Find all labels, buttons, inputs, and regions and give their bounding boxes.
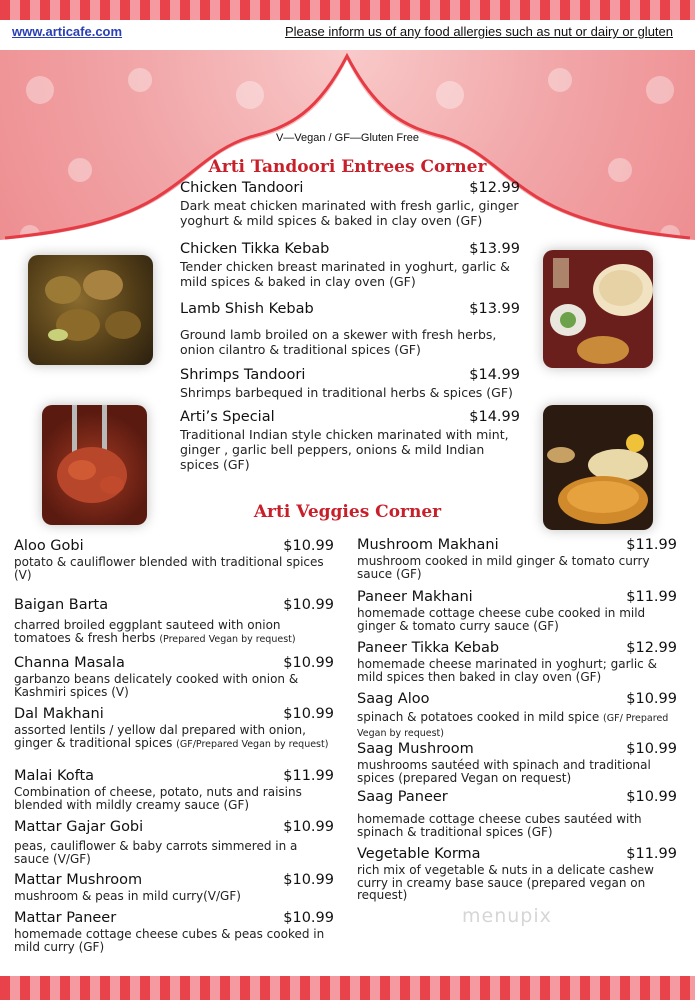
item-note: (Prepared Vegan by request) bbox=[159, 633, 296, 645]
menu-item bbox=[357, 537, 677, 580]
item-name: Saag Aloo bbox=[357, 691, 430, 707]
item-description: rich mix of vegetable & nuts in a delicate cashew curry in creamy base sauce (prepared vegan on request) bbox=[357, 863, 654, 902]
item-price: $14.99 bbox=[469, 409, 520, 425]
item-description: mushrooms sautéed with spinach and traditional spices (prepared Vegan on request) bbox=[357, 758, 651, 785]
item-price: $10.99 bbox=[283, 597, 334, 613]
item-description: assorted lentils / yellow dal prepared with onion, ginger & traditional spices bbox=[14, 723, 306, 750]
item-description: homemade cheese marinated in yoghurt; garlic & mild spices then baked in clay oven (GF) bbox=[357, 657, 657, 684]
item-name: Shrimps Tandoori bbox=[180, 367, 306, 383]
menu-item bbox=[14, 597, 334, 646]
menu-item bbox=[357, 741, 677, 784]
item-name: Dal Makhani bbox=[14, 706, 104, 722]
menu-item bbox=[14, 910, 334, 953]
menu-item bbox=[180, 301, 520, 357]
item-price: $10.99 bbox=[626, 691, 677, 707]
menu-item bbox=[357, 789, 677, 838]
item-price: $12.99 bbox=[469, 180, 520, 196]
menu-item bbox=[357, 640, 677, 683]
menu-item bbox=[357, 846, 677, 902]
photo-tandoori-chicken bbox=[28, 255, 153, 365]
item-price: $10.99 bbox=[283, 706, 334, 722]
item-name: Lamb Shish Kebab bbox=[180, 301, 314, 317]
item-note: (GF/ Prepared Vegan by request) bbox=[357, 713, 669, 739]
menu-item bbox=[180, 180, 520, 228]
menu-item bbox=[180, 367, 520, 400]
item-description: potato & cauliflower blended with traditional spices (V) bbox=[14, 555, 324, 582]
menu-item bbox=[14, 872, 334, 903]
item-description: homemade cottage cheese cube cooked in mild ginger & tomato curry sauce (GF) bbox=[357, 606, 646, 633]
photo-naan-platter bbox=[543, 250, 653, 368]
allergy-notice: Please inform us of any food allergies such as nut or dairy or gluten bbox=[284, 24, 673, 39]
item-price: $11.99 bbox=[626, 589, 677, 605]
item-price: $14.99 bbox=[469, 367, 520, 383]
veggies-section-title: Arti Veggies Corner bbox=[253, 502, 442, 522]
item-name: Mattar Gajar Gobi bbox=[14, 819, 144, 835]
menu-item bbox=[14, 538, 334, 581]
item-price: $10.99 bbox=[283, 872, 334, 888]
item-price: $13.99 bbox=[469, 241, 520, 257]
item-description: Ground lamb broiled on a skewer with fresh herbs, onion cilantro & traditional spices (GF) bbox=[180, 327, 497, 357]
item-name: Chicken Tandoori bbox=[180, 180, 304, 196]
item-name: Chicken Tikka Kebab bbox=[180, 241, 330, 257]
menu-item bbox=[14, 655, 334, 698]
item-note: (GF/Prepared Vegan by request) bbox=[176, 738, 329, 750]
dietary-legend: V—Vegan / GF—Gluten Free bbox=[275, 132, 420, 144]
item-name: Malai Kofta bbox=[14, 768, 95, 784]
item-price: $11.99 bbox=[283, 768, 334, 784]
item-description: Shrimps barbequed in traditional herbs & spices (GF) bbox=[180, 385, 513, 400]
item-name: Mushroom Makhani bbox=[357, 537, 499, 553]
item-description: Traditional Indian style chicken marinated with mint, ginger , garlic bell peppers, onions & mild Indian spices (GF) bbox=[180, 427, 509, 472]
food-illustration bbox=[28, 255, 153, 365]
item-name: Baigan Barta bbox=[14, 597, 109, 613]
item-price: $10.99 bbox=[626, 789, 677, 805]
item-description: spinach & potatoes cooked in mild spice bbox=[357, 710, 600, 724]
item-name: Channa Masala bbox=[14, 655, 125, 671]
item-price: $10.99 bbox=[283, 538, 334, 554]
item-price: $10.99 bbox=[283, 910, 334, 926]
item-description: Dark meat chicken marinated with fresh garlic, ginger yoghurt & mild spices & baked in clay oven (GF) bbox=[180, 198, 519, 228]
item-description: garbanzo beans delicately cooked with onion & Kashmiri spices (V) bbox=[14, 672, 299, 699]
item-price: $10.99 bbox=[283, 655, 334, 671]
item-description: homemade cottage cheese cubes & peas cooked in mild curry (GF) bbox=[14, 927, 325, 954]
item-name: Mattar Paneer bbox=[14, 910, 117, 926]
item-name: Paneer Makhani bbox=[357, 589, 473, 605]
item-name: Saag Paneer bbox=[357, 789, 448, 805]
item-description: homemade cottage cheese cubes sautéed with spinach & traditional spices (GF) bbox=[357, 812, 642, 839]
item-price: $13.99 bbox=[469, 301, 520, 317]
item-name: Saag Mushroom bbox=[357, 741, 474, 757]
item-name: Mattar Mushroom bbox=[14, 872, 143, 888]
item-price: $11.99 bbox=[626, 537, 677, 553]
decorative-border-bottom bbox=[0, 976, 695, 1000]
menu-item bbox=[14, 706, 334, 751]
item-price: $11.99 bbox=[626, 846, 677, 862]
menu-item bbox=[180, 409, 520, 472]
watermark: menupix bbox=[462, 905, 552, 927]
item-description: peas, cauliflower & baby carrots simmered in a sauce (V/GF) bbox=[14, 839, 298, 866]
tandoori-section-title: Arti Tandoori Entrees Corner bbox=[208, 157, 487, 177]
item-name: Vegetable Korma bbox=[357, 846, 481, 862]
menu-item bbox=[180, 241, 520, 289]
item-name: Arti’s Special bbox=[180, 409, 275, 425]
website-link[interactable]: www.articafe.com bbox=[12, 24, 123, 39]
menu-item bbox=[14, 819, 334, 865]
item-price: $10.99 bbox=[626, 741, 677, 757]
item-name: Paneer Tikka Kebab bbox=[357, 640, 500, 656]
menu-item bbox=[357, 589, 677, 632]
item-description: Combination of cheese, potato, nuts and raisins blended with mildly creamy sauce (GF) bbox=[14, 785, 302, 812]
item-description: Tender chicken breast marinated in yoghurt, garlic & mild spices & baked in clay oven (GF) bbox=[180, 259, 510, 289]
item-price: $10.99 bbox=[283, 819, 334, 835]
menu-item bbox=[357, 691, 677, 740]
item-description: mushroom cooked in mild ginger & tomato curry sauce (GF) bbox=[357, 554, 650, 581]
food-illustration bbox=[543, 250, 653, 368]
item-name: Aloo Gobi bbox=[14, 538, 84, 554]
menu-item bbox=[14, 768, 334, 811]
item-description: mushroom & peas in mild curry(V/GF) bbox=[14, 889, 241, 903]
item-price: $12.99 bbox=[626, 640, 677, 656]
item-description: charred broiled eggplant sauteed with onion tomatoes & fresh herbs bbox=[14, 618, 281, 645]
